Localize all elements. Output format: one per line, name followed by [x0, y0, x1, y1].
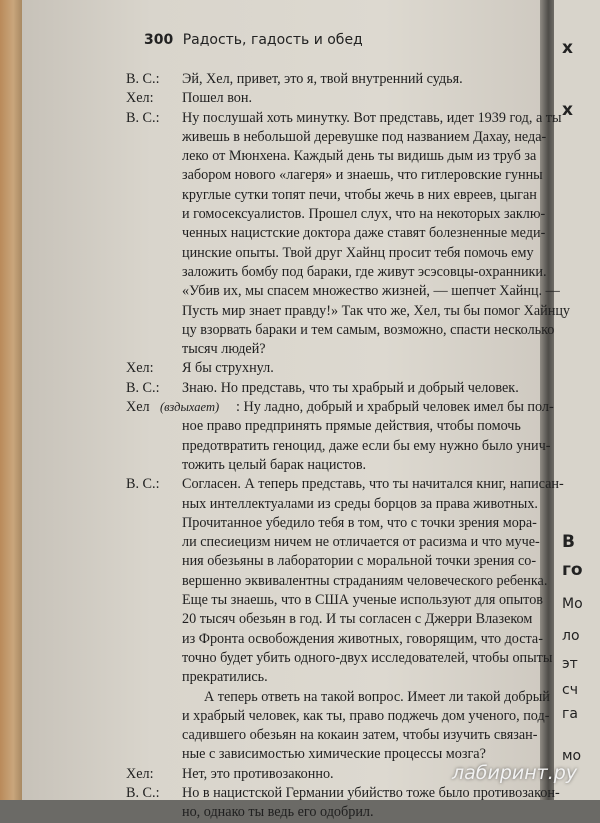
line-text: ния обезьяны в лаборатории с моральной точки зрения со-	[182, 553, 537, 570]
text-line	[126, 359, 518, 378]
text-line	[126, 668, 518, 687]
line-text: Согласен. А теперь представь, что ты начитался книг, написан-	[182, 476, 564, 493]
speaker-label: Хел	[126, 399, 150, 416]
speaker-label: В. С.:	[126, 71, 160, 87]
chapter-title: Радость, гадость и обед	[182, 32, 363, 48]
text-line	[126, 70, 518, 89]
line-text: Еще ты знаешь, что в США ученые используют для опытов	[182, 592, 543, 609]
line-text: цу взорвать бараки и тем самым, возможно, спасти несколько	[182, 321, 555, 338]
speaker-label: В. С.:	[126, 476, 160, 493]
line-text: Пусть мир знает правду!» Так что же, Хел, ты бы помог Хайнцу	[182, 302, 571, 319]
speaker-label: В. С.:	[126, 784, 160, 801]
next-page-fragment: сч	[562, 682, 578, 698]
speaker-label: Хел:	[126, 765, 154, 782]
text-line	[126, 302, 571, 321]
next-page-fragment: га	[562, 706, 578, 722]
text-line	[126, 630, 543, 649]
text-line	[126, 224, 546, 243]
next-page-fragment: мо	[562, 748, 582, 764]
line-text: забором нового «лагеря» и знаешь, что гитлеровские гунны	[182, 167, 543, 184]
book-edge	[0, 0, 22, 800]
text-line	[126, 610, 533, 629]
text-line	[126, 495, 538, 514]
line-text: Ну послушай хоть минутку. Вот представь, идет 1939 год, а ты	[182, 109, 562, 126]
next-page-fragment: В	[562, 532, 575, 552]
line-text: цинские опыты. Твой друг Хайнц просит тебя помочь ему	[182, 244, 534, 261]
text-line	[126, 89, 518, 108]
line-text: : Ну ладно, добрый и храбрый человек имел бы пол-	[236, 399, 554, 416]
text-line	[126, 282, 560, 301]
text-line	[126, 456, 518, 475]
next-page-fragment: х	[562, 38, 573, 58]
text-line	[126, 417, 521, 436]
line-text: ченных нацистские доктора даже ставят болезненные меди-	[182, 225, 546, 242]
text-line	[126, 688, 550, 707]
text-line	[126, 128, 547, 147]
text-line	[126, 147, 537, 166]
line-text: «Убив их, мы спасем множество жизней, — шепчет Хайнц. —	[182, 283, 560, 300]
text-line	[126, 591, 543, 610]
text-line	[126, 572, 548, 591]
text-line	[126, 707, 550, 726]
text-line	[126, 726, 538, 745]
speaker-label: В. С.:	[126, 109, 160, 126]
line-text: вершенно эквивалентны страданиям человеческого ребенка.	[182, 572, 548, 589]
line-text: ное право предпринять прямые действия, чтобы помочь	[182, 418, 521, 435]
speaker-label: Хел:	[126, 360, 154, 377]
text-line	[126, 205, 546, 224]
line-text: заложить бомбу под бараки, где живут эсэсовцы-охранники.	[182, 263, 547, 280]
text-line	[126, 398, 554, 417]
text-line	[126, 475, 564, 494]
line-text: ли спесиецизм ничем не отличается от расизма и что муче-	[182, 534, 540, 551]
text-line	[126, 340, 518, 359]
line-text: предотвратить геноцид, даже если бы ему нужно было унич-	[182, 437, 551, 454]
line-text: садившего обезьян на кокаин затем, чтобы изучить связан-	[182, 727, 538, 744]
line-text: точно будет убить одного-двух исследователей, чтобы опыты	[182, 649, 553, 666]
watermark: лабиринт.ру	[452, 762, 578, 784]
next-page-fragment: го	[562, 560, 583, 580]
stage-direction: (вздыхает)	[160, 400, 220, 415]
text-line	[126, 109, 562, 128]
text-line	[126, 514, 537, 533]
text-line	[126, 803, 518, 822]
text-line	[126, 379, 518, 398]
page-number: 300	[144, 32, 174, 48]
line-text: 20 тысяч обезьян в год. И ты согласен с Джерри Влазеком	[182, 611, 533, 628]
line-text: Но в нацистской Германии убийство тоже было противозакон-	[182, 784, 560, 801]
text-line	[126, 784, 560, 803]
line-text: ные с зависимостью химические процессы мозга?	[182, 746, 486, 763]
text-line	[126, 552, 537, 571]
text-line	[126, 321, 555, 340]
line-text: леко от Мюнхена. Каждый день ты видишь дым из труб за	[182, 148, 537, 165]
line-text: тожить целый барак нацистов.	[182, 456, 367, 473]
line-text: Я бы струхнул.	[182, 360, 274, 377]
line-text: Нет, это противозаконно.	[182, 765, 334, 782]
next-page-fragment: эт	[562, 656, 578, 672]
line-text: прекратились.	[182, 669, 268, 686]
speaker-label: Хел:	[126, 90, 154, 107]
line-text: Эй, Хел, привет, это я, твой внутренний судья.	[182, 71, 463, 87]
line-text: из Фронта освобождения животных, говорящим, что доста-	[182, 630, 543, 647]
line-text: Пошел вон.	[182, 90, 253, 107]
text-line	[126, 186, 537, 205]
line-text: А теперь ответь на такой вопрос. Имеет ли такой добрый	[204, 688, 550, 705]
text-line	[126, 437, 551, 456]
text-line	[126, 649, 553, 668]
next-page-fragment: Мо	[562, 596, 583, 612]
page-header	[144, 32, 363, 48]
next-page-fragment: ло	[562, 628, 580, 644]
line-text: Прочитанное убедило тебя в том, что с точки зрения мора-	[182, 514, 537, 531]
line-text: ных интеллектуалами из среды борцов за права животных.	[182, 495, 538, 512]
text-line	[126, 244, 534, 263]
line-text: и гомосексуалистов. Прошел слух, что на некоторых заклю-	[182, 206, 546, 223]
line-text: живешь в небольшой деревушке под названием Дахау, неда-	[182, 128, 547, 145]
line-text: но, однако ты ведь его одобрил.	[182, 804, 374, 821]
next-page-fragment: х	[562, 100, 573, 120]
speaker-label: В. С.:	[126, 379, 160, 396]
line-text: Знаю. Но представь, что ты храбрый и добрый человек.	[182, 379, 519, 396]
line-text: круглые сутки топят печи, чтобы жечь в них евреев, цыган	[182, 186, 537, 203]
line-text: тысяч людей?	[182, 341, 266, 358]
text-line	[126, 263, 547, 282]
text-line	[126, 533, 540, 552]
text-line	[126, 166, 543, 185]
line-text: и храбрый человек, как ты, право поджечь дом ученого, под-	[182, 707, 550, 724]
